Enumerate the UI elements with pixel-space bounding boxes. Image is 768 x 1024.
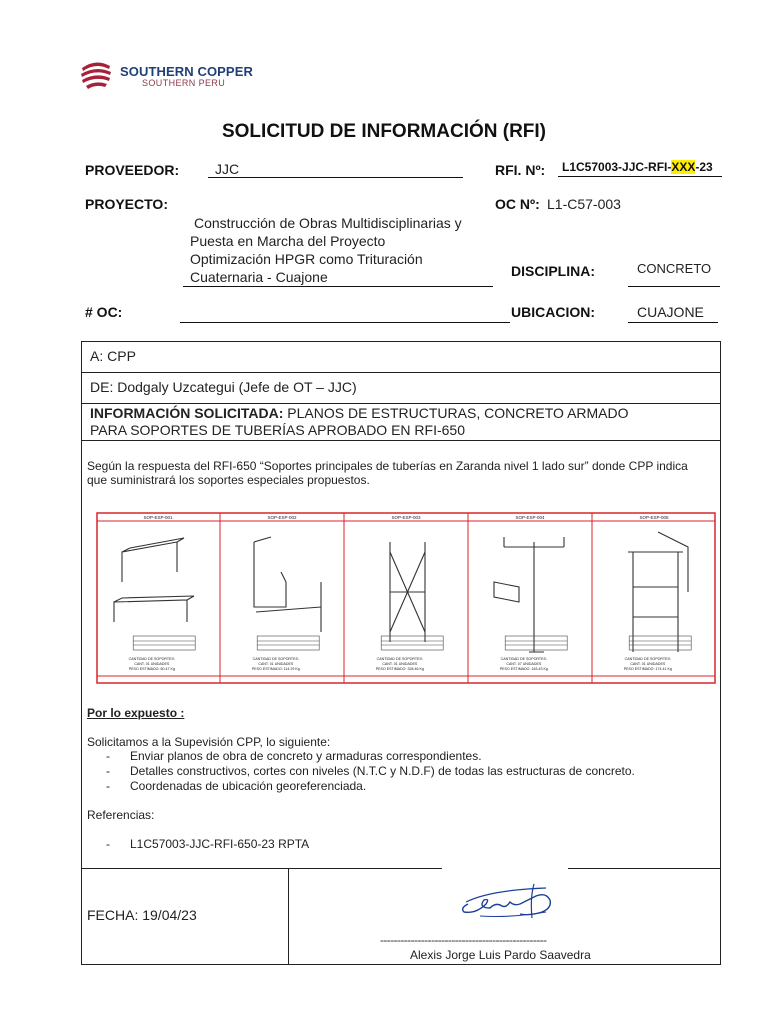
proveedor-value: JJC — [215, 161, 240, 177]
quantity-note: PESO ESTIMADO: 174.41 Kg — [623, 667, 672, 671]
signature-gap — [442, 866, 568, 870]
list-item-text: Enviar planos de obra de concreto y armaduras correspondientes. — [130, 749, 482, 763]
southern-copper-logo-icon — [78, 56, 114, 92]
to-field: A: CPP — [90, 348, 136, 364]
quantity-note: CANT. 01 UNIDADES — [382, 662, 418, 666]
proyecto-label: PROYECTO: — [85, 196, 168, 212]
num-oc-underline — [180, 322, 510, 323]
info-solicitada-text-1: PLANOS DE ESTRUCTURAS, CONCRETO ARMADO — [283, 405, 629, 421]
quantity-note: CANTIDAD DE SOPORTES: — [624, 657, 671, 661]
document-title: SOLICITUD DE INFORMACIÓN (RFI) — [221, 121, 547, 142]
info-solicitada-text-2: PARA SOPORTES DE TUBERÍAS APROBADO EN RFI-650 — [90, 422, 465, 438]
divider — [82, 868, 720, 869]
from-field: DE: Dodgaly Uzcategui (Jefe de OT – JJC) — [90, 379, 357, 395]
reference-item: - L1C57003-JJC-RFI-650-23 RPTA — [106, 837, 310, 851]
proyecto-line-4: Cuaternaria - Cuajone — [190, 269, 328, 285]
rfi-suffix: -23 — [695, 160, 713, 174]
por-lo-expuesto: Por lo expuesto : — [87, 706, 185, 720]
quantity-note: CANTIDAD DE SOPORTES: — [500, 657, 547, 661]
divider — [82, 440, 720, 441]
proyecto-line-3: Optimización HPGR como Trituración — [190, 251, 423, 267]
intro-line-1: Según la respuesta del RFI-650 “Soportes principales de tuberías en Zaranda nivel 1 lado sur” donde CPP indica — [87, 459, 688, 473]
reference-item-text: L1C57003-JJC-RFI-650-23 RPTA — [130, 837, 310, 851]
quantity-note: CANTIDAD DE SOPORTES: — [128, 657, 175, 661]
rfi-label: RFI. Nº: — [495, 162, 546, 178]
handwritten-signature — [450, 878, 560, 922]
list-item-text: Coordenadas de ubicación georeferenciada. — [130, 779, 367, 793]
info-solicitada-label: INFORMACIÓN SOLICITADA: — [90, 405, 284, 421]
quantity-note: CANT. 01 UNIDADES — [258, 662, 294, 666]
rfi-highlight: XXX — [671, 160, 696, 174]
divider — [82, 403, 720, 404]
drawing-code: SOP-ESP-004 — [515, 515, 545, 520]
logo-subtitle: SOUTHERN PERU — [142, 78, 226, 88]
ubicacion-value: CUAJONE — [637, 304, 704, 320]
proveedor-label: PROVEEDOR: — [85, 162, 180, 178]
drawing-code: SOP-ESP-003 — [391, 515, 421, 520]
support-drawings-strip — [96, 512, 716, 684]
quantity-note: CANT. 01 UNIDADES — [134, 662, 170, 666]
proyecto-line-2: Puesta en Marcha del Proyecto — [190, 233, 386, 249]
rfi-number — [562, 160, 713, 174]
ubicacion-underline — [628, 322, 718, 323]
disciplina-value: CONCRETO — [637, 261, 712, 276]
signature-dashes: ------------------------------------------------- — [380, 933, 547, 947]
disciplina-underline — [628, 286, 720, 287]
info-solicitada-line-1 — [90, 405, 629, 421]
num-oc-label: # OC: — [85, 304, 123, 320]
list-item: - Coordenadas de ubicación georeferenciada. — [106, 779, 367, 793]
list-item: - Enviar planos de obra de concreto y armaduras correspondientes. — [106, 749, 482, 763]
proyecto-underline — [183, 286, 493, 287]
quantity-note: CANT. 01 UNIDADES — [630, 662, 666, 666]
divider — [82, 372, 720, 373]
quantity-note: PESO ESTIMADO: 163.43 Kg — [499, 667, 548, 671]
quantity-note: PESO ESTIMADO: 114.29 Kg — [251, 667, 300, 671]
drawing-code: SOP-ESP-001 — [143, 515, 173, 520]
signer-name: Alexis Jorge Luis Pardo Saavedra — [410, 948, 591, 962]
fecha-field: FECHA: 19/04/23 — [87, 907, 197, 923]
referencias-label: Referencias: — [87, 808, 155, 822]
proveedor-underline — [208, 177, 463, 178]
disciplina-label: DISCIPLINA: — [511, 263, 595, 279]
intro-line-2: que suministrará los soportes especiales propuestos. — [87, 473, 370, 487]
list-item: - Detalles constructivos, cortes con niveles (N.T.C y N.D.F) de todas las estructuras de concreto. — [106, 764, 635, 778]
quantity-note: PESO ESTIMADO: 60.47 Kg — [128, 667, 175, 671]
quantity-note: CANTIDAD DE SOPORTES: — [252, 657, 299, 661]
ubicacion-label: UBICACION: — [511, 304, 595, 320]
drawing-code: SOP-ESP-005 — [639, 515, 669, 520]
logo-name: SOUTHERN COPPER — [120, 64, 253, 79]
rfi-underline — [558, 176, 722, 177]
rfi-prefix: L1C57003-JJC-RFI- — [562, 160, 672, 174]
quantity-note: CANT. 07 UNIDADES — [506, 662, 542, 666]
quantity-note: PESO ESTIMADO: 328.46 Kg — [375, 667, 424, 671]
quantity-note: CANTIDAD DE SOPORTES: — [376, 657, 423, 661]
solicitamos-text: Solicitamos a la Supevisión CPP, lo siguiente: — [87, 735, 331, 749]
proyecto-line-1: Construcción de Obras Multidisciplinarias y — [194, 215, 462, 231]
drawing-code: SOP-ESP-002 — [267, 515, 297, 520]
list-item-text: Detalles constructivos, cortes con niveles (N.T.C y N.D.F) de todas las estructuras de concreto. — [130, 764, 635, 778]
oc-value: L1-C57-003 — [547, 196, 621, 212]
signature-divider — [288, 868, 289, 964]
oc-label: OC Nº: — [495, 196, 540, 212]
